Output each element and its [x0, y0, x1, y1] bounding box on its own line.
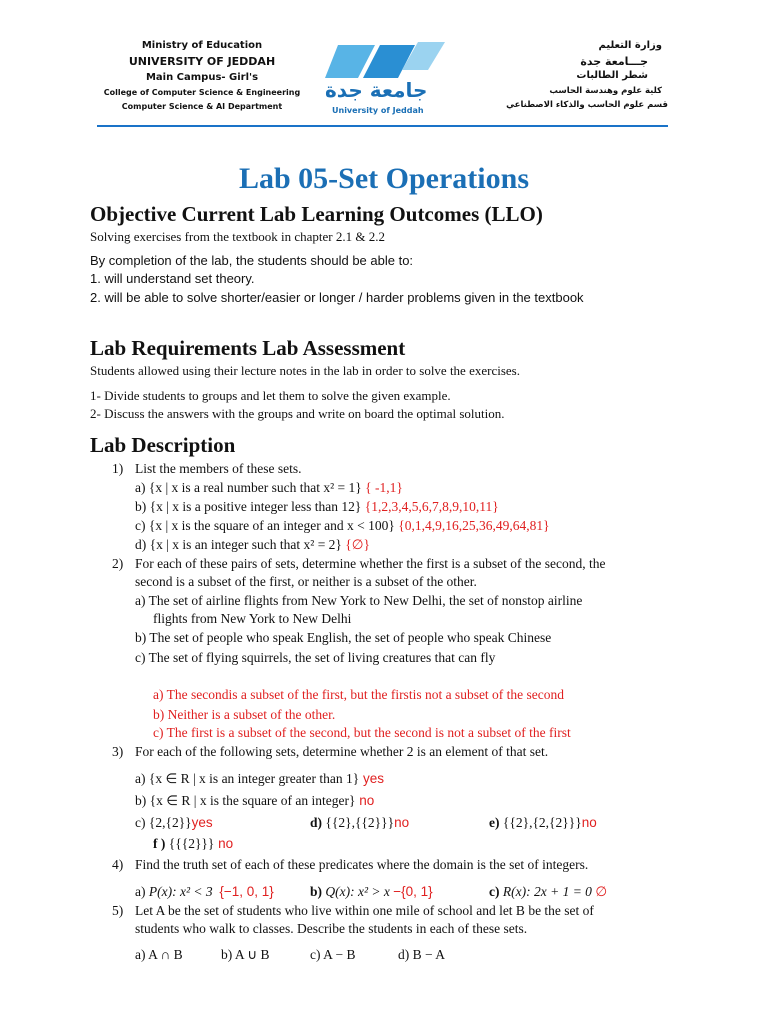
q4-b-answer: −{0, 1} — [393, 884, 433, 899]
requirements-heading: Lab Requirements Lab Assessment — [90, 336, 406, 360]
q3-b-answer: no — [355, 793, 375, 808]
q3-f-label: f ) — [153, 836, 166, 851]
q3-number: 3) — [112, 744, 124, 759]
q4-b-text: Q(x): x² > x — [322, 884, 390, 899]
q4-c-answer: ∅ — [595, 884, 608, 899]
logo-english-text: University of Jeddah — [332, 106, 424, 115]
q5-item-a: a) A ∩ B — [135, 947, 183, 962]
q3-item-e — [489, 815, 597, 831]
q3-f-text: {{{2}}} — [165, 836, 215, 851]
q3-e-text: {{2},{2,{2}}} — [499, 815, 582, 830]
q3-f-answer: no — [214, 836, 234, 851]
q5-line-1: Let A be the set of students who live within one mile of school and let B be the set of — [135, 903, 594, 918]
q2-answer-a: a) The secondis a subset of the first, but the firstis not a subset of the second — [153, 687, 565, 702]
q4-item-b — [310, 884, 433, 900]
objective-line-4: 2. will be able to solve shorter/easier or longer / harder problems given in the textbook — [90, 290, 584, 305]
q1-item-d — [135, 537, 370, 553]
q1-b-text: b) {x | x is a positive integer less than 12} — [135, 499, 362, 514]
q3-d-answer: no — [394, 815, 410, 830]
ar-ministry-line: وزارة التعليم — [598, 40, 662, 51]
ministry-line: Ministry of Education — [141, 40, 263, 51]
q3-text: For each of the following sets, determine whether 2 is an element of that set. — [135, 744, 549, 759]
q1-b-answer: {1,2,3,4,5,6,7,8,9,10,11} — [361, 499, 499, 514]
ar-college-line: كلية علوم وهندسة الحاسب — [549, 86, 662, 96]
q5-line-2: students who walk to classes. Describe the students in each of these sets. — [135, 921, 528, 936]
q1-item-a — [135, 480, 403, 496]
ar-campus-line: شطر الطالبات — [576, 70, 648, 81]
requirements-line-3: 2- Discuss the answers with the groups and write on board the optimal solution. — [90, 406, 505, 421]
q1-d-answer: {∅} — [341, 537, 371, 552]
q2-item-b: b) The set of people who speak English, the set of people who speak Chinese — [135, 630, 552, 645]
q4-b-label: b) — [310, 884, 323, 899]
department-line: Computer Science & AI Department — [121, 102, 283, 111]
objective-line-3: 1. will understand set theory. — [90, 271, 255, 286]
q3-item-a — [135, 771, 384, 787]
q5-item-c: c) A − B — [310, 947, 356, 962]
q5-item-b: b) A ∪ B — [221, 947, 270, 962]
q2-line-1: For each of these pairs of sets, determine whether the first is a subset of the second, the — [135, 556, 606, 571]
q4-item-a — [135, 884, 274, 900]
q3-c-answer: yes — [191, 815, 213, 830]
q1-c-answer: {0,1,4,9,16,25,36,49,64,81} — [394, 518, 550, 533]
q2-answer-b: b) Neither is a subset of the other. — [153, 707, 336, 722]
q5-number: 5) — [112, 903, 124, 918]
q4-c-text: R(x): 2x + 1 = 0 — [499, 884, 592, 899]
requirements-line-1: Students allowed using their lecture notes in the lab in order to solve the exercises. — [90, 363, 520, 378]
q3-e-label: e) — [489, 815, 500, 830]
q1-a-answer: { -1,1} — [361, 480, 403, 495]
q3-item-b — [135, 793, 374, 809]
q3-item-f — [153, 836, 233, 852]
q3-a-answer: yes — [359, 771, 384, 786]
q3-item-d — [310, 815, 409, 831]
q2-item-a-line-1: a) The set of airline flights from New York to New Delhi, the set of nonstop airline — [135, 593, 583, 608]
description-heading: Lab Description — [90, 433, 236, 457]
q1-number: 1) — [112, 461, 124, 476]
q1-text: List the members of these sets. — [135, 461, 302, 476]
q2-item-c: c) The set of flying squirrels, the set of living creatures that can fly — [135, 650, 496, 665]
q1-d-text: d) {x | x is an integer such that x² = 2} — [135, 537, 342, 552]
q4-number: 4) — [112, 857, 124, 872]
college-line: College of Computer Science & Engineering — [103, 88, 301, 97]
q2-item-a-line-2: flights from New York to New Delhi — [153, 611, 352, 626]
page-title: Lab 05-Set Operations — [238, 162, 529, 195]
university-line: UNIVERSITY OF JEDDAH — [128, 55, 276, 68]
objective-heading: Objective Current Lab Learning Outcomes (LLO) — [90, 202, 543, 226]
q4-c-label: c) — [489, 884, 500, 899]
ar-university-line: جـــامعة جدة — [580, 55, 648, 68]
logo-arabic-text: جامعة جدة — [325, 78, 428, 102]
q4-item-c — [489, 884, 607, 900]
q3-e-answer: no — [581, 815, 597, 830]
q4-a-answer: {−1, 0, 1} — [219, 884, 274, 899]
objective-line-1: Solving exercises from the textbook in chapter 2.1 & 2.2 — [90, 229, 385, 244]
ar-department-line: قسم علوم الحاسب والذكاء الاصطناعي — [506, 100, 668, 110]
q1-a-text: a) {x | x is a real number such that x² = 1} — [135, 480, 362, 495]
q5-item-d: d) B − A — [398, 947, 445, 962]
q3-a-text: a) {x ∈ R | x is an integer greater than 1} — [135, 771, 360, 786]
q1-item-b — [135, 499, 499, 515]
objective-line-2: By completion of the lab, the students should be able to: — [90, 253, 414, 268]
q2-answer-c: c) The first is a subset of the second, but the second is not a subset of the first — [153, 725, 571, 740]
q1-c-text: c) {x | x is the square of an integer and x < 100} — [135, 518, 395, 533]
q2-number: 2) — [112, 556, 124, 571]
header-divider — [97, 125, 668, 127]
requirements-line-2: 1- Divide students to groups and let them to solve the given example. — [90, 388, 451, 403]
q3-c-text: c) {2,{2}} — [135, 815, 192, 830]
q1-item-c — [135, 518, 550, 534]
q3-item-c — [135, 815, 213, 831]
q3-d-label: d) — [310, 815, 323, 830]
q4-a-text: P(x): x² < 3 — [145, 884, 213, 899]
q4-a-label: a) — [135, 884, 146, 899]
q3-d-text: {{2},{{2}}} — [322, 815, 395, 830]
campus-line: Main Campus- Girl's — [145, 72, 259, 83]
q3-b-text: b) {x ∈ R | x is the square of an integer} — [135, 793, 356, 808]
q2-line-2: second is a subset of the first, or neither is a subset of the other. — [135, 574, 477, 589]
q4-text: Find the truth set of each of these predicates where the domain is the set of integers. — [135, 857, 589, 872]
